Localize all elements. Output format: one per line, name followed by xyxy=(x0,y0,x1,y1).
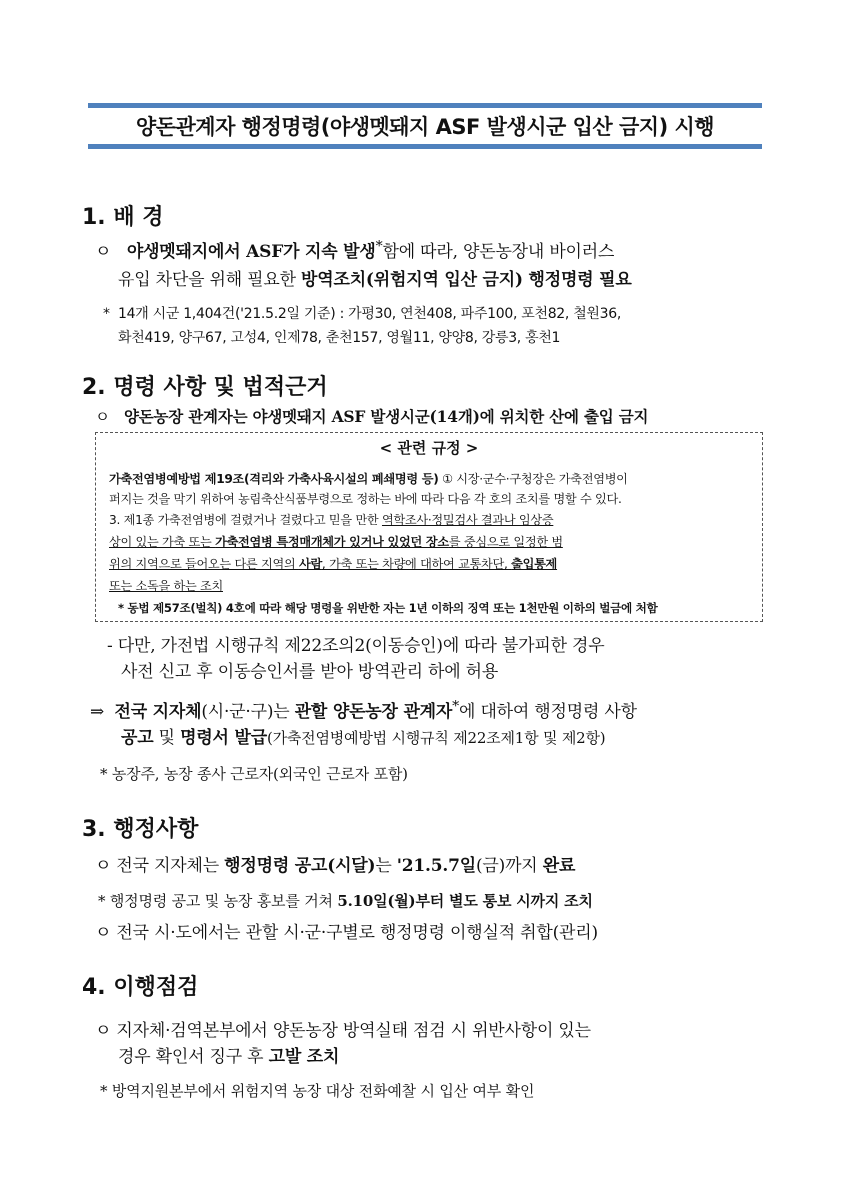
section-1-bullet-line-2 xyxy=(118,265,632,290)
text: 3. 제1종 가축전염병에 걸렸거나 걸렸다고 믿을 만한 xyxy=(109,513,382,527)
asf-occurrence-text: 야생멧돼지에서 ASF가 지속 발생 xyxy=(126,242,376,262)
quarantine-order-text: 방역조치(위험지역 입산 금지) 행정명령 필요 xyxy=(301,270,632,290)
section-2-heading: 2. 명령 사항 및 법적근거 xyxy=(82,375,328,400)
bold-text: 공고 xyxy=(121,728,154,748)
text: ① 시장·군수·구청장은 가축전염병이 xyxy=(438,472,628,486)
section-1-heading: 1. 배 경 xyxy=(82,205,164,230)
entry-ban-text: 양돈농장 관계자는 야생멧돼지 ASF 발생시군(14개)에 위치한 산에 출입 금지 xyxy=(123,407,649,426)
text: (시·군·구)는 xyxy=(201,702,295,722)
text: ㅇ 전국 지자체는 xyxy=(95,856,225,876)
penalty-note: * 동법 제57조(벌칙) 4호에 따라 해당 명령을 위반한 자는 1년 이하의 징역 또는 1천만원 이하의 벌금에 처함 xyxy=(118,601,658,615)
regulation-line-4 xyxy=(109,533,563,550)
bold-text: 명령서 발급 xyxy=(180,728,267,748)
law-article: 가축전염병예방법 제19조(격리와 가축사육시설의 폐쇄명령 등) xyxy=(109,472,439,486)
bold-text: 행정명령 공고(시달) xyxy=(224,856,376,876)
text: 경우 확인서 징구 후 xyxy=(118,1047,269,1067)
bold-underlined-text: 가축전염병 특정매개체가 있거나 있었던 장소 xyxy=(215,535,449,549)
regulation-line-3 xyxy=(109,511,553,528)
bullet-marker: ㅇ xyxy=(95,242,112,262)
page-title: 양돈관계자 행정명령(야생멧돼지 ASF 발생시군 입산 금지) 시행 xyxy=(88,103,762,149)
section-3-note xyxy=(98,890,593,911)
underlined-text: 를 중심으로 일정한 범 xyxy=(448,535,563,549)
text: (금)까지 xyxy=(475,856,543,876)
underlined-text: 상이 있는 가축 또는 xyxy=(109,535,216,549)
section-4-line-1: ㅇ 지자체·검역본부에서 양돈농장 방역실태 점검 시 위반사항이 있는 xyxy=(95,1021,591,1041)
text: 함에 따라, 양돈농장내 바이러스 xyxy=(382,242,615,262)
underlined-text: 역학조사·정밀검사 결과나 임상증 xyxy=(381,513,554,527)
section-2-bullet-line xyxy=(95,405,648,427)
text: (가축전염병예방법 시행규칙 제22조제1항 및 제2항) xyxy=(266,729,606,747)
section-2-note: * 농장주, 농장 종사 근로자(외국인 근로자 포함) xyxy=(100,765,408,783)
section-4-note: * 방역지원본부에서 위험지역 농장 대상 전화예찰 시 입산 여부 확인 xyxy=(100,1082,535,1100)
underlined-text: 또는 소독을 하는 조치 xyxy=(109,579,223,593)
regulation-box-title: < 관련 규정 > xyxy=(379,439,479,457)
footnote-marker: * xyxy=(452,698,460,715)
note-text: 14개 시군 1,404건('21.5.2일 기준) : 가평30, 연천408, 파주100, 포천82, 철원36, xyxy=(118,306,622,322)
regulation-line-6 xyxy=(109,577,223,594)
bold-underlined-text: 출입통제 xyxy=(511,557,558,571)
text: 및 xyxy=(153,728,181,748)
bold-text: 전국 지자체 xyxy=(114,702,202,722)
deadline-date: '21.5.7일 xyxy=(396,856,476,876)
bullet-marker: ㅇ xyxy=(95,408,110,426)
note-star: * xyxy=(103,306,110,322)
text: 에 대하여 행정명령 사항 xyxy=(459,702,637,722)
section-3-heading: 3. 행정사항 xyxy=(82,817,199,842)
footnote-marker: * xyxy=(375,238,383,255)
bold-text: 관할 양돈농장 관계자 xyxy=(294,702,453,722)
exception-line-1: - 다만, 가전법 시행규칙 제22조의2(이동승인)에 따라 불가피한 경우 xyxy=(107,636,605,656)
arrow-icon: ⇒ xyxy=(90,702,105,722)
bold-underlined-text: 사람 xyxy=(298,557,322,571)
underlined-text: , 가축 또는 차량에 대하여 교통차단, xyxy=(321,557,512,571)
arrow-line-2 xyxy=(121,723,605,748)
related-regulation-box xyxy=(95,432,763,622)
underlined-text: 위의 지역으로 들어오는 다른 지역의 xyxy=(109,557,299,571)
text: 는 xyxy=(375,856,397,876)
section-1-note-line-1 xyxy=(103,303,621,323)
bold-text: 5.10일(월)부터 별도 통보 시까지 조치 xyxy=(337,892,593,910)
section-4-line-2 xyxy=(118,1042,339,1067)
section-1-note-line-2: 화천419, 양구67, 고성4, 인제78, 춘천157, 영월11, 양양8, 강릉3, 홍천1 xyxy=(118,330,561,346)
section-4-heading: 4. 이행점검 xyxy=(82,975,199,1000)
regulation-line-5 xyxy=(109,555,557,572)
section-3-line-2: ㅇ 전국 시·도에서는 관할 시·군·구별로 행정명령 이행실적 취합(관리) xyxy=(95,923,598,943)
section-1-bullet-line-1 xyxy=(95,237,614,262)
bold-text: 고발 조치 xyxy=(268,1047,340,1067)
regulation-line-1 xyxy=(109,470,628,487)
text: * 행정명령 공고 및 농장 홍보를 거쳐 xyxy=(98,892,338,910)
regulation-line-2: 퍼지는 것을 막기 위하여 농림축산식품부령으로 정하는 바에 따라 다음 각 호의 조치를 명할 수 있다. xyxy=(109,492,622,506)
text: 유입 차단을 위해 필요한 xyxy=(118,270,302,290)
section-3-line-1 xyxy=(95,851,575,876)
bold-text: 완료 xyxy=(542,856,576,876)
arrow-line-1 xyxy=(90,697,637,722)
exception-line-2: 사전 신고 후 이동승인서를 받아 방역관리 하에 허용 xyxy=(121,662,499,682)
